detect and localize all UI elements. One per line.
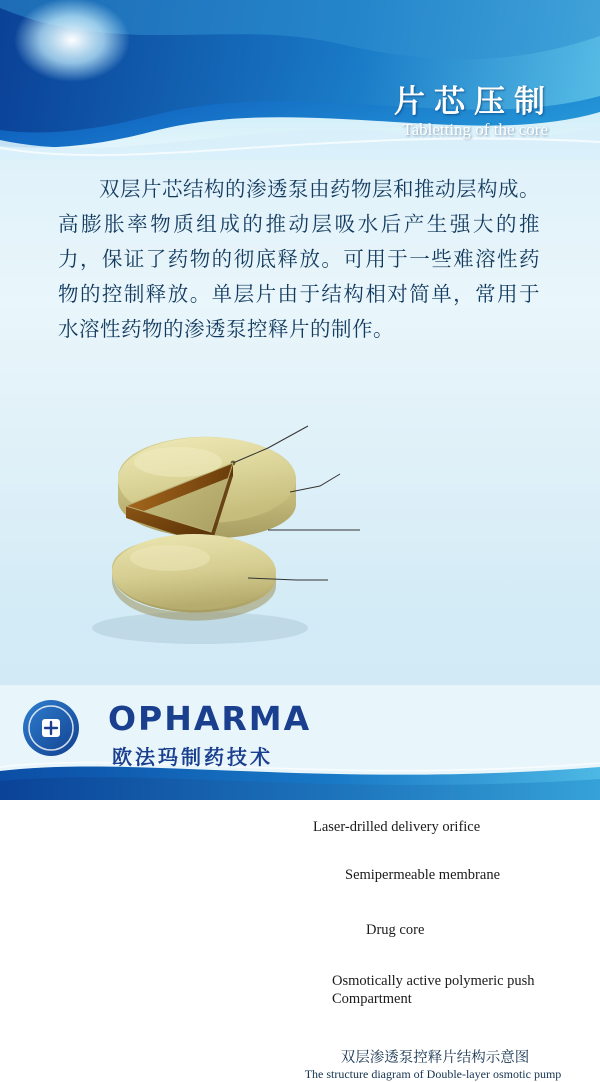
header-banner [0, 0, 600, 160]
callout-label-orifice: Laser-drilled delivery orifice [313, 819, 481, 835]
brand-name-en: OPHARMA [108, 699, 312, 738]
diagram-caption-zh: 双层渗透泵控释片结构示意图 [340, 1050, 530, 1066]
leader-line-2 [290, 474, 340, 492]
page-title-en: Tabletting of the core [402, 120, 548, 139]
body-paragraph: 双层片芯结构的渗透泵由药物层和推动层构成。高膨胀率物质组成的推动层吸水后产生强大的推力，保证了药物的彻底释放。可用于一些难溶性药物的控制释放。单层片由于结构相对简单，常用于水溶性药物的渗透泵控释片的制作。 [58, 177, 540, 341]
diagram-caption-en: The structure diagram of Double-layer osmotic pump [304, 1067, 562, 1081]
company-logo-icon [22, 699, 80, 757]
brand-name-zh: 欧法玛制药技术 [112, 745, 273, 769]
osmotic-pump-illustration [0, 400, 600, 680]
callout-label-membrane: Semipermeable membrane [345, 867, 501, 883]
callout-label-push-compartment: Osmotically active polymeric push Compartment [332, 973, 535, 1007]
page-title-zh: 片芯压制 [394, 84, 554, 120]
callout-label-drug-core: Drug core [366, 922, 425, 938]
footer-banner [0, 685, 600, 800]
